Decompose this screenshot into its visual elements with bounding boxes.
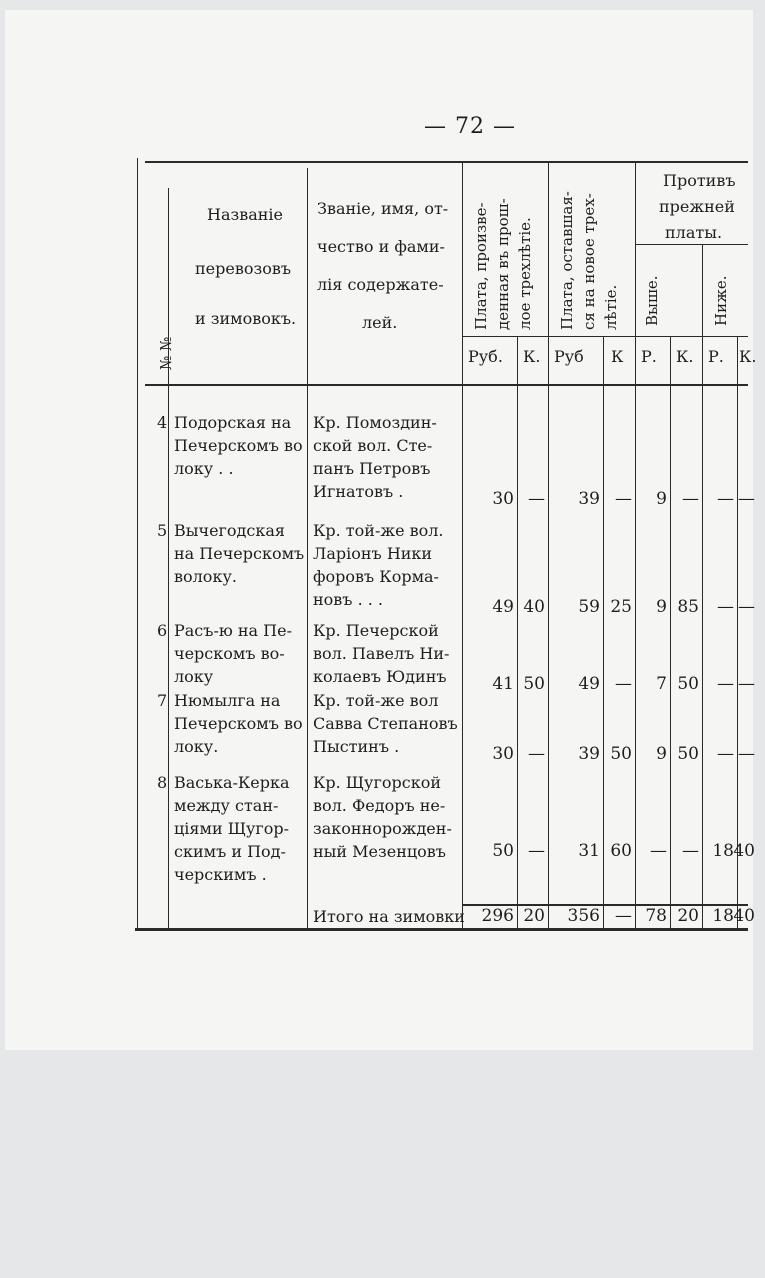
remaining-kopecks: — (615, 489, 632, 509)
row-person-line: Пыстинъ . (313, 737, 400, 756)
remaining-rubles: 31 (578, 841, 600, 861)
name-header-line: и зимовокъ. (195, 309, 297, 328)
total-higher-rubles: 78 (645, 906, 667, 926)
row-person-line: ской вол. Сте- (313, 436, 433, 455)
row-number: 6 (157, 621, 168, 640)
table-top-rule (145, 161, 748, 163)
paid-rubles: 50 (492, 841, 514, 861)
row-number: 5 (157, 521, 168, 540)
paid-col-rule (548, 163, 549, 930)
paid-kopecks: 50 (523, 674, 545, 694)
row-name-line: Печерскомъ во (174, 436, 303, 455)
row-name-line: локу. (174, 737, 219, 756)
higher-kopecks: — (682, 841, 699, 861)
row-name-line: Васька-Керка (174, 773, 290, 792)
row-name-line: Подорская на (174, 413, 292, 432)
row-name-line: черскимъ . (174, 865, 267, 884)
paid-rubles: 30 (492, 744, 514, 764)
total-lower-kopecks: 40 (733, 906, 755, 926)
versus-header-line: платы. (665, 223, 723, 242)
remaining-kopecks: — (615, 674, 632, 694)
higher-kopecks: 50 (677, 744, 699, 764)
row-name-line: черскомъ во- (174, 644, 285, 663)
remaining-kopecks: 25 (610, 597, 632, 617)
row-person-line: новъ . . . (313, 590, 383, 609)
paid-rubles: 49 (492, 597, 514, 617)
row-person-line: панъ Петровъ (313, 459, 431, 478)
person-col-rule (462, 163, 463, 930)
row-person-line: Кр. Печерской (313, 621, 439, 640)
lower-kopecks: — (738, 489, 755, 509)
rem-col-rule (635, 163, 636, 930)
row-person-line: ный Мезенцовъ (313, 842, 446, 861)
unit-header: Руб (554, 347, 584, 366)
unit-header: Р. (641, 347, 657, 366)
row-name-line: локу (174, 667, 214, 686)
lower-kopecks: — (738, 597, 755, 617)
paid-rubles: 41 (492, 674, 514, 694)
row-name-line: Нюмылга на (174, 691, 281, 710)
paid-kopecks: — (528, 841, 545, 861)
row-number: 4 (157, 413, 168, 432)
row-person-line: форовъ Корма- (313, 567, 439, 586)
row-person-line: Кр. Помоздин- (313, 413, 437, 432)
paid-kopecks: — (528, 744, 545, 764)
unit-header: Р. (708, 347, 724, 366)
higher-kopecks: 85 (677, 597, 699, 617)
higher-rubles: 7 (656, 674, 667, 694)
table-bottom-rule (135, 928, 748, 931)
remaining-kopecks: 50 (610, 744, 632, 764)
row-name-line: между стан- (174, 796, 279, 815)
unit-header: Руб. (468, 347, 503, 366)
lower-header: Ниже. (712, 275, 730, 326)
remaining-rubles: 49 (578, 674, 600, 694)
row-number: 8 (157, 773, 168, 792)
higher-header: Выше. (643, 275, 661, 326)
row-name-line: локу . . (174, 459, 234, 478)
lower-kopecks: — (738, 674, 755, 694)
row-name-line: Печерскомъ во (174, 714, 303, 733)
lower-rubles: 18 (712, 841, 734, 861)
name-col-rule (307, 168, 308, 930)
unit-header: К. (523, 347, 541, 366)
person-header-line: чество и фами- (317, 237, 445, 256)
remaining-rubles: 39 (578, 744, 600, 764)
remaining-header-line: Плата, оставшая- (558, 191, 576, 330)
row-name-line: на Печерскомъ (174, 544, 305, 563)
lower-rubles: — (717, 489, 734, 509)
row-person-line: Савва Степановъ (313, 714, 458, 733)
lower-kopecks: 40 (733, 841, 755, 861)
rem-rub-rule (603, 336, 604, 930)
row-person-line: Игнатовъ . (313, 482, 404, 501)
row-name-line: волоку. (174, 567, 237, 586)
unit-header: К (611, 347, 624, 366)
paid-kopecks: 40 (523, 597, 545, 617)
paid-header-line: денная въ прош- (494, 198, 512, 330)
total-lower-rubles: 18 (712, 906, 734, 926)
total-higher-kopecks: 20 (677, 906, 699, 926)
lower-rubles: — (717, 674, 734, 694)
row-number: 7 (157, 691, 168, 710)
higher-rubles: 9 (656, 597, 667, 617)
higher-kopecks: — (682, 489, 699, 509)
person-header-line: лія содержате- (317, 275, 444, 294)
row-person-line: вол. Павелъ Ни- (313, 644, 450, 663)
total-paid-rubles: 296 (481, 906, 514, 926)
row-person-line: законнорожден- (313, 819, 452, 838)
name-header-line: перевозовъ (195, 259, 292, 278)
hi-col-rule (702, 244, 703, 930)
total-paid-kopecks: 20 (523, 906, 545, 926)
units-rule (462, 336, 748, 337)
higher-rubles: — (650, 841, 667, 861)
row-name-line: скимъ и Под- (174, 842, 286, 861)
name-header-line: Названіе (207, 205, 284, 224)
lower-rubles: — (717, 597, 734, 617)
row-person-line: Кр. той-же вол. (313, 521, 444, 540)
paid-kopecks: — (528, 489, 545, 509)
total-remaining-rubles: 356 (567, 906, 600, 926)
row-name-line: Вычегодская (174, 521, 285, 540)
remaining-kopecks: 60 (610, 841, 632, 861)
remaining-rubles: 39 (578, 489, 600, 509)
paid-header-line: лое трехлѣтіе. (516, 217, 534, 330)
row-name-line: Расъ-ю на Пе- (174, 621, 292, 640)
page-number: — 72 — (424, 114, 516, 139)
versus-header-line: Противъ (663, 171, 736, 190)
row-person-line: Ларіонъ Ники (313, 544, 433, 563)
no-header: № № (157, 336, 175, 370)
row-person-line: вол. Федоръ не- (313, 796, 446, 815)
unit-header: К. (739, 347, 757, 366)
no-col-rule (168, 188, 169, 930)
row-person-line: Кр. той-же вол (313, 691, 439, 710)
higher-rubles: 9 (656, 489, 667, 509)
row-person-line: Кр. Щугорской (313, 773, 441, 792)
higher-kopecks: 50 (677, 674, 699, 694)
row-person-line: колаевъ Юдинъ (313, 667, 447, 686)
person-header-line: лей. (362, 313, 398, 332)
total-remaining-kopecks: — (615, 906, 632, 926)
paid-rub-rule (517, 336, 518, 930)
hi-r-rule (670, 336, 671, 930)
paid-header-line: Плата, произве- (472, 202, 490, 330)
left-rule (137, 158, 138, 930)
paid-rubles: 30 (492, 489, 514, 509)
remaining-header-line: лѣтіе. (602, 284, 620, 330)
higher-rubles: 9 (656, 744, 667, 764)
person-header-line: Званіе, имя, от- (317, 199, 449, 218)
row-name-line: ціями Щугор- (174, 819, 290, 838)
ledger-table (135, 158, 757, 930)
remaining-header-line: ся на новое трех- (580, 193, 598, 330)
header-bottom-rule (145, 384, 748, 386)
lower-kopecks: — (738, 744, 755, 764)
lower-rubles: — (717, 744, 734, 764)
versus-rule (635, 244, 748, 245)
remaining-rubles: 59 (578, 597, 600, 617)
total-label: Итого на зимовки (313, 907, 465, 926)
versus-header-line: прежней (659, 197, 735, 216)
unit-header: К. (676, 347, 694, 366)
